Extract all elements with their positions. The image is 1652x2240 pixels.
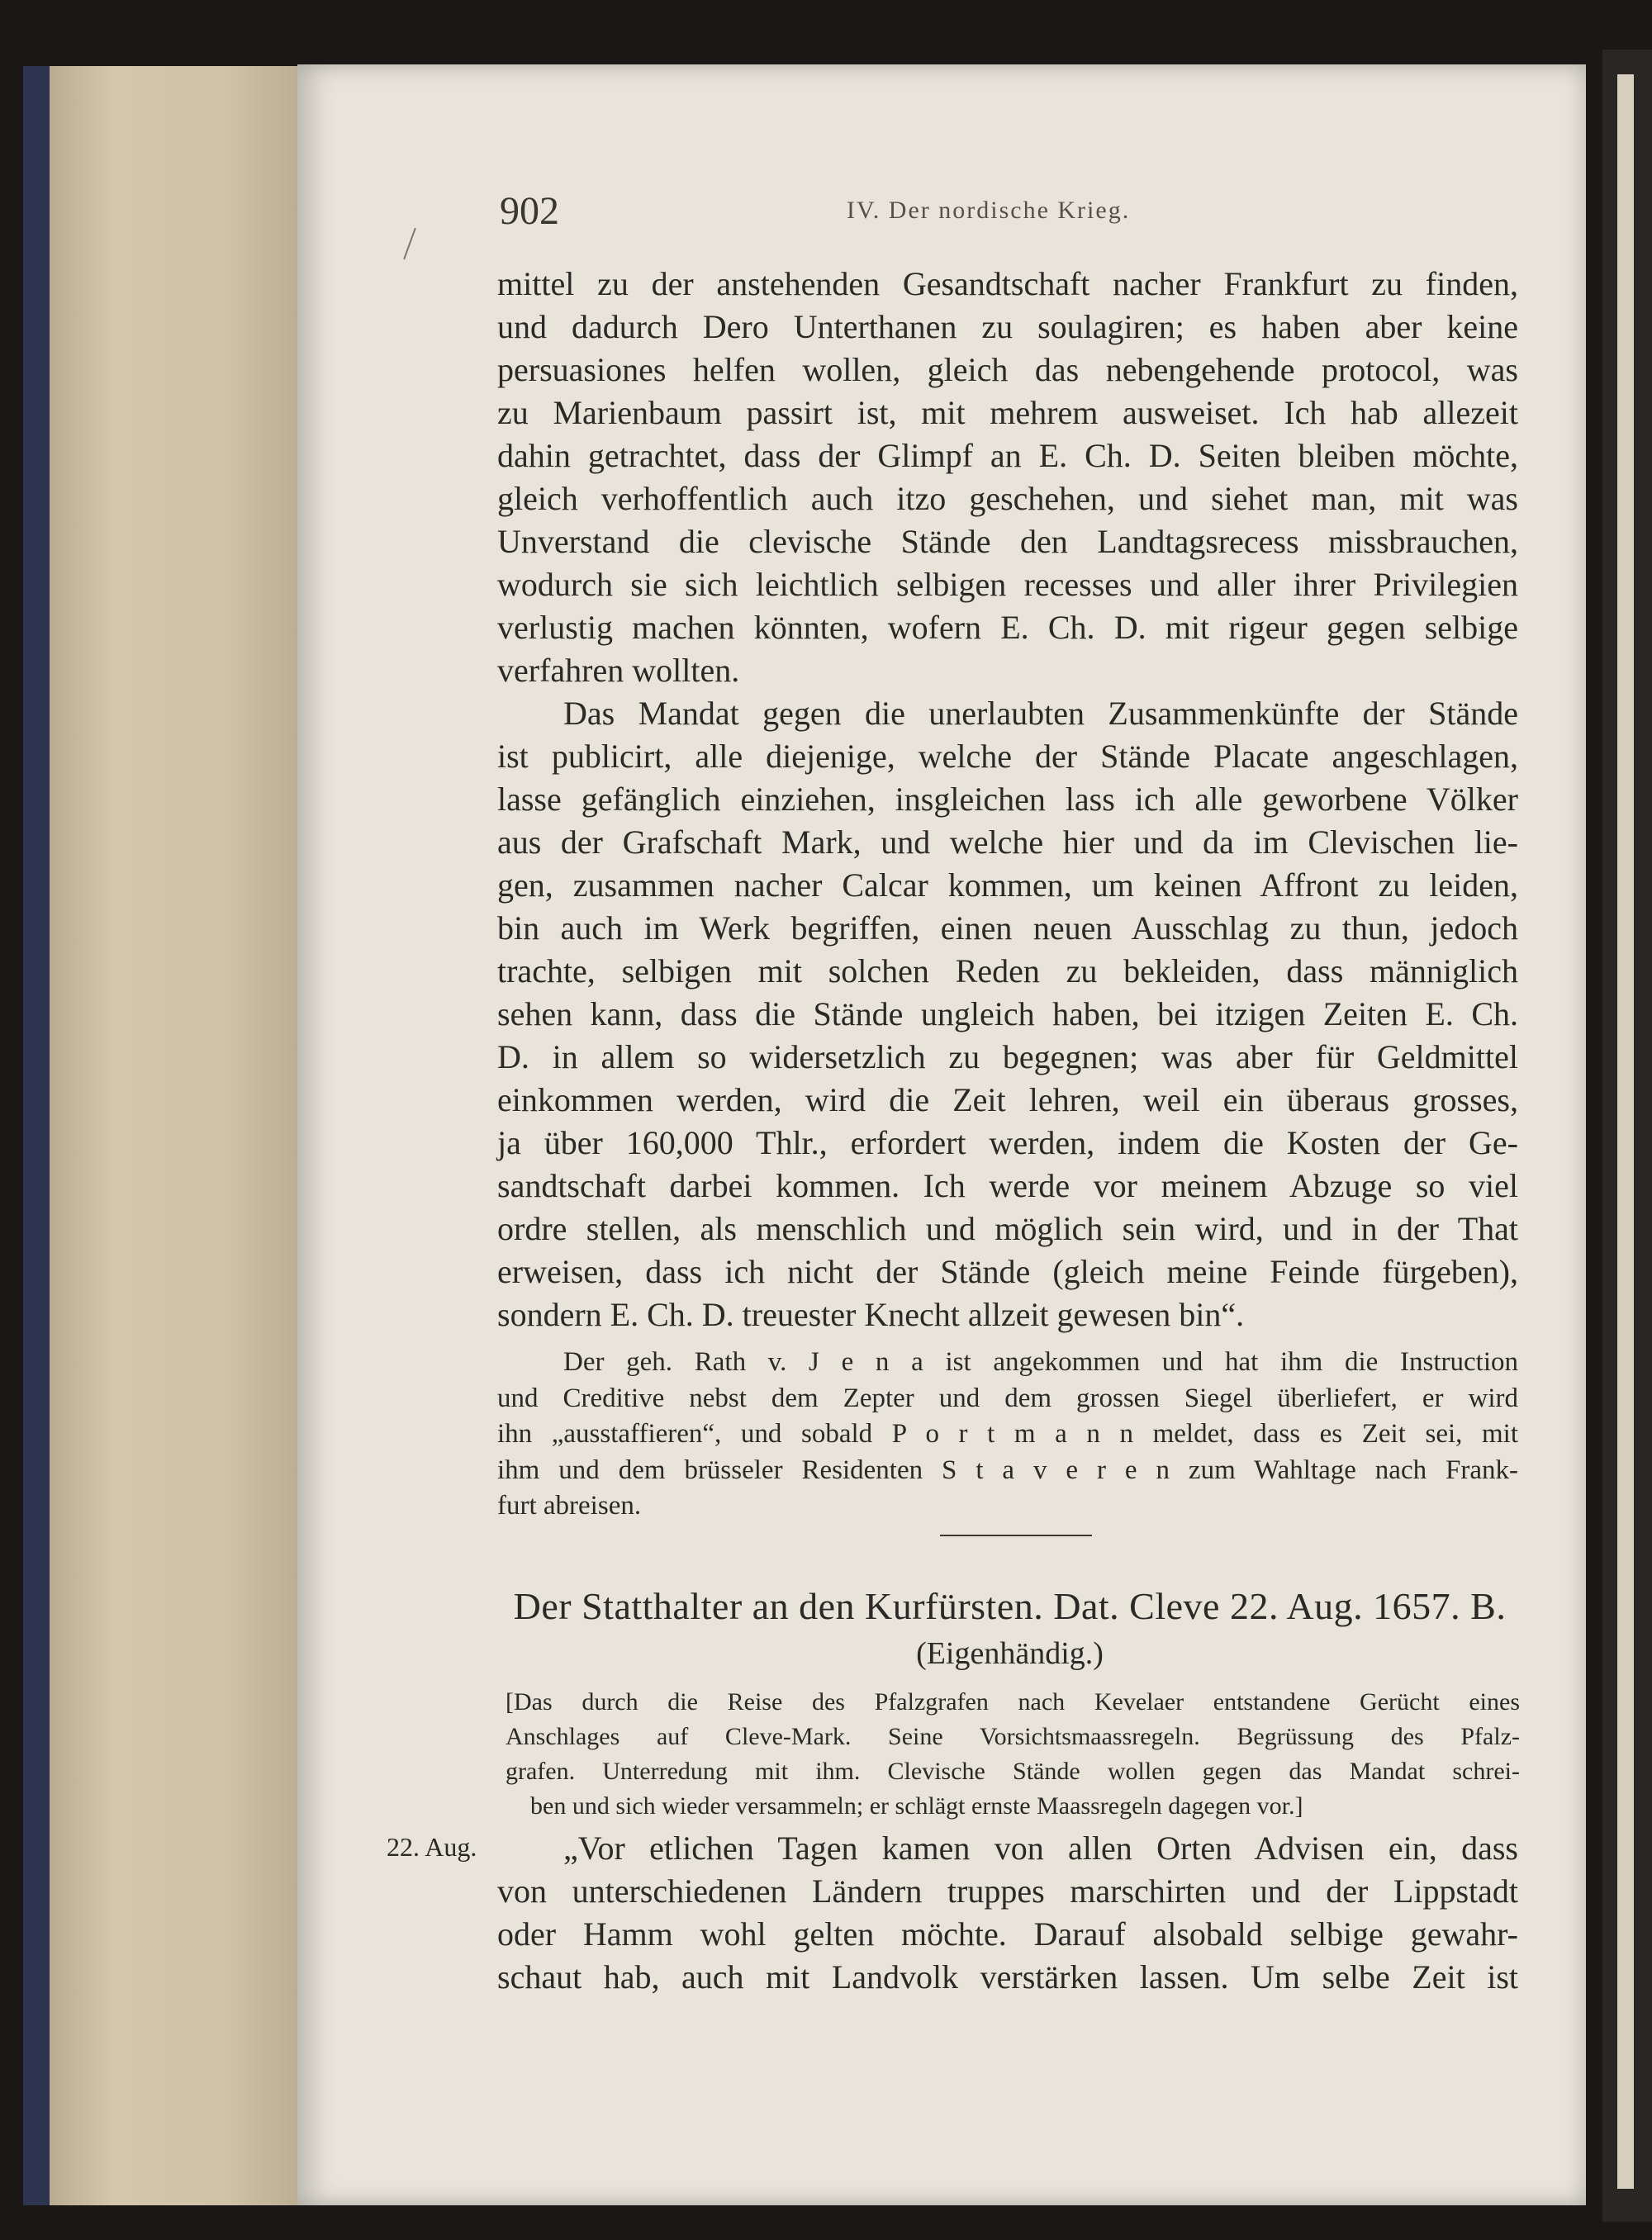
book-page-edges (50, 66, 300, 2205)
text-line: zu Marienbaum passirt ist, mit mehrem ausweiset. Ich hab allezeit (497, 394, 1518, 431)
text-line: wodurch sie sich leichtlich selbigen recesses und aller ihrer Privilegien (497, 566, 1518, 603)
summary-line: grafen. Unterredung mit ihm. Clevische Stände wollen gegen das Mandat schrei- (506, 1758, 1520, 1785)
document-summary (506, 1685, 1520, 1824)
note-line: und Creditive nebst dem Zepter und dem grossen Siegel überliefert, er wird (497, 1383, 1518, 1413)
text-line: „Vor etlichen Tagen kamen von allen Orten Advisen ein, dass (563, 1829, 1518, 1867)
note-line: Der geh. Rath v. J e n a ist angekommen und hat ihm die Instruction (563, 1347, 1518, 1377)
note-paragraph (497, 1345, 1518, 1525)
text-line: von unterschiedenen Ländern truppes marschirten und der Lippstadt (497, 1872, 1518, 1910)
document-body (497, 1827, 1518, 1999)
text-line: gen, zusammen nacher Calcar kommen, um keinen Affront zu leiden, (497, 866, 1518, 904)
text-line: verfahren wollten. (497, 652, 740, 689)
summary-line: Anschlages auf Cleve-Mark. Seine Vorsichtsmaassregeln. Begrüssung des Pfalz- (506, 1723, 1520, 1750)
note-line: ihm und dem brüsseler Residenten S t a v e r e n zum Wahltage nach Frank- (497, 1455, 1518, 1485)
facing-page-edge (1602, 50, 1652, 2222)
text-line: gleich verhoffentlich auch itzo geschehen, und siehet man, mit was (497, 480, 1518, 517)
text-line: verlustig machen könnten, wofern E. Ch. D. mit rigeur gegen selbige (497, 609, 1518, 646)
text-line: mittel zu der anstehenden Gesandtschaft nacher Frankfurt zu finden, (497, 265, 1518, 302)
running-title: IV. Der nordische Krieg. (847, 197, 1131, 224)
text-line: ist publicirt, alle diejenige, welche der Stände Placate angeschlagen, (497, 738, 1518, 775)
text-line: Das Mandat gegen die unerlaubten Zusammenkünfte der Stände (563, 695, 1518, 732)
margin-date: 22. Aug. (387, 1832, 477, 1862)
text-line: sandtschaft darbei kommen. Ich werde vor meinem Abzuge so viel (497, 1167, 1518, 1204)
text-line: und dadurch Dero Unterthanen zu soulagiren; es haben aber keine (497, 308, 1518, 345)
text-line: ja über 160,000 Thlr., erfordert werden, indem die Kosten der Ge- (497, 1124, 1518, 1161)
text-line: trachte, selbigen mit solchen Reden zu bekleiden, dass männiglich (497, 952, 1518, 989)
text-line: Unverstand die clevische Stände den Landtagsrecess missbrauchen, (497, 523, 1518, 560)
text-line: sondern E. Ch. D. treuester Knecht allzeit gewesen bin“. (497, 1296, 1245, 1333)
text-line: dahin getrachtet, dass der Glimpf an E. Ch. D. Seiten bleiben möchte, (497, 437, 1518, 474)
text-line: aus der Grafschaft Mark, und welche hier und da im Clevischen lie- (497, 823, 1518, 861)
paragraph-1 (497, 263, 1518, 692)
document-subheading: (Eigenhändig.) (916, 1636, 1104, 1671)
text-line: persuasiones helfen wollen, gleich das nebengehende protocol, was (497, 351, 1518, 388)
document-heading: Der Statthalter an den Kurfürsten. Dat. Cleve 22. Aug. 1657. B. (513, 1585, 1507, 1627)
text-line: ordre stellen, als menschlich und möglich sein wird, und in der That (497, 1210, 1518, 1247)
text-line: D. in allem so widersetzlich zu begegnen; was aber für Geldmittel (497, 1038, 1518, 1075)
text-line: einkommen werden, wird die Zeit lehren, weil ein überaus grosses, (497, 1081, 1518, 1118)
summary-line: [Das durch die Reise des Pfalzgrafen nach Kevelaer entstandene Gerücht eines (506, 1688, 1520, 1716)
page-header (500, 188, 1532, 238)
text-line: sehen kann, dass die Stände ungleich haben, bei itzigen Zeiten E. Ch. (497, 995, 1518, 1032)
page-number: 902 (500, 189, 559, 233)
text-line: lasse gefänglich einziehen, insgleichen lass ich alle geworbene Völker (497, 781, 1518, 818)
text-line: bin auch im Werk begriffen, einen neuen Ausschlag zu thun, jedoch (497, 909, 1518, 947)
paragraph-2 (497, 692, 1518, 1336)
summary-line: ben und sich wieder versammeln; er schlägt ernste Maassregeln dagegen vor.] (530, 1792, 1303, 1820)
text-line: schaut hab, auch mit Landvolk verstärken lassen. Um selbe Zeit ist (497, 1958, 1518, 1996)
section-divider (940, 1535, 1092, 1536)
note-line: ihn „ausstaffieren“, und sobald P o r t m a n n meldet, dass es Zeit sei, mit (497, 1419, 1518, 1449)
text-line: oder Hamm wohl gelten möchte. Darauf alsobald selbige gewahr- (497, 1915, 1518, 1953)
text-line: erweisen, dass ich nicht der Stände (gleich meine Feinde fürgeben), (497, 1253, 1518, 1290)
note-line: furt abreisen. (497, 1491, 642, 1521)
